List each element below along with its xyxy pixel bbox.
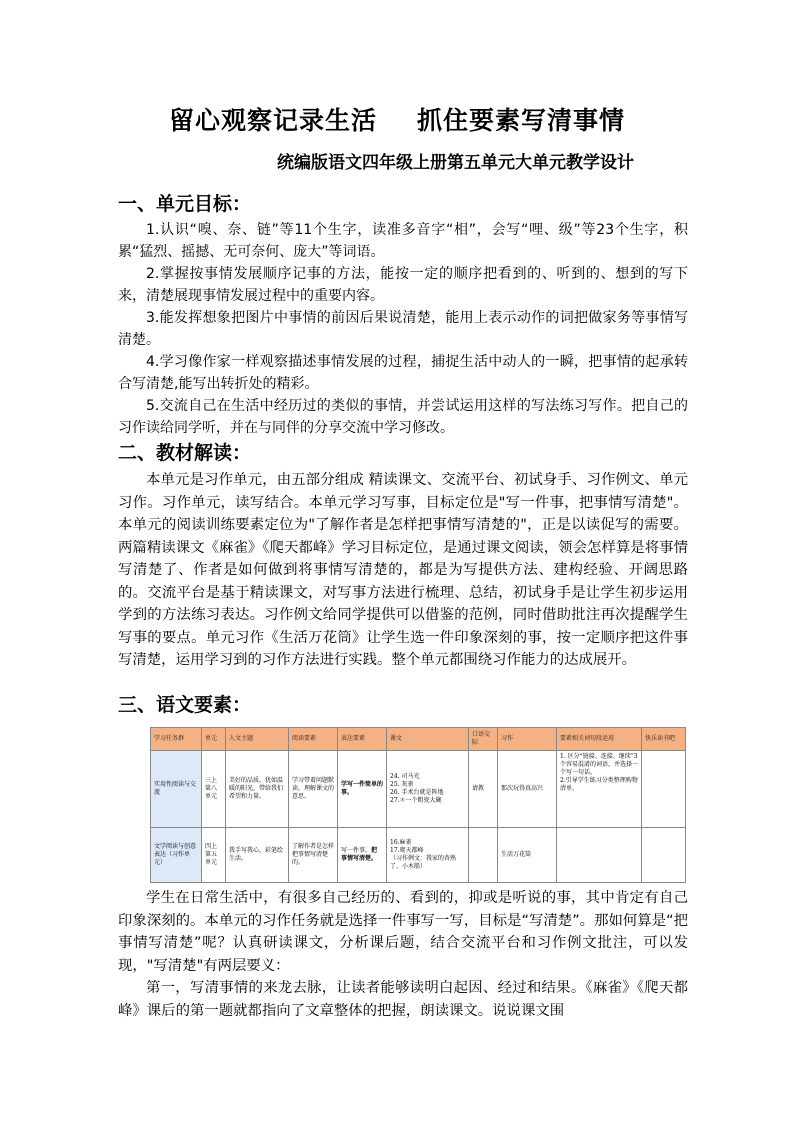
table-cell-book xyxy=(642,828,686,883)
goal-item: 5.交流自己在生活中经历过的类似的事情，并尝试运用这样的写法练习写作。把自己的习作读给同学听，并在与同伴的分享交流中学习修改。 xyxy=(118,398,688,436)
lesson-line: 26. 手术台就是阵地 xyxy=(390,789,444,796)
table-cell-task: 文学阅读与创意表达（习作单元） xyxy=(151,828,202,883)
lesson-line: （习作例文：我家的杏熟了、小木船） xyxy=(390,855,457,870)
table-header-cell: 学习任务群 xyxy=(151,728,202,751)
table-cell-theme: 美好的品质，犹如温暖的阳光，带给我们希望和力量。 xyxy=(226,751,289,828)
usage-line: 1. 区分“链接、连接、继续”3个容易混淆的词语，并选择一个写一句话。 xyxy=(560,753,639,776)
expression-bold-text: 把事情写清楚。 xyxy=(341,847,378,862)
table-header-row xyxy=(151,728,686,751)
document-subtitle: 统编版语文四年级上册第五单元大单元教学设计 xyxy=(277,153,634,173)
lesson-line: 17.爬天都峰 xyxy=(390,847,424,854)
textbook-analysis xyxy=(118,469,688,672)
goal-item: 4.学习像作家一样观察描述事情发展的过程，捕捉生活中动人的一瞬，把事情的起承转合写清楚,能写出转折处的精彩。 xyxy=(118,354,688,392)
analysis-paragraph: 第一，写清事情的来龙去脉，让读者能够读明白起因、经过和结果。《麻雀》《爬天都峰》课后的第一题就都指向了文章整体的把握，朗读课文。说说课文围 xyxy=(118,980,688,1019)
table-cell-expression xyxy=(338,828,387,883)
table-header-cell: 阅读要素 xyxy=(289,728,338,751)
table-cell-usage xyxy=(557,828,642,883)
table-cell-oral xyxy=(469,828,498,883)
table-cell-writing: 生活万花筒 xyxy=(498,828,557,883)
table-header-cell: 快乐读书吧 xyxy=(642,728,686,751)
table-cell-expression: 学写一件简单的事。 xyxy=(338,751,387,828)
table-cell-lessons xyxy=(387,751,469,828)
goal-item: 1.认识“嗅、奈、链”等11个生字，读准多音字“相”，会写“哩、级”等23个生字，积累“猛烈、摇撼、无可奈何、庞大”等词语。 xyxy=(118,222,688,260)
table-cell-book xyxy=(642,751,686,828)
unit-goals-list xyxy=(118,219,688,439)
table-header-cell: 表达要素 xyxy=(338,728,387,751)
table-header-cell: 要素相关词句段运用 xyxy=(557,728,642,751)
section-heading-elements: 三、语文要素： xyxy=(118,694,252,716)
table-cell-unit: 三上第八单元 xyxy=(202,751,226,828)
table-row xyxy=(151,751,686,828)
table-header-cell: 口语交际 xyxy=(469,728,498,751)
lesson-line: 27.＊一个粗瓷大碗 xyxy=(390,797,442,804)
section-heading-textbook: 二、教材解读： xyxy=(118,442,252,464)
lesson-line: 16.麻雀 xyxy=(390,839,412,846)
expression-text: 写一件事， xyxy=(341,847,372,854)
analysis-paragraph: 学生在日常生活中，有很多自己经历的、看到的，抑或是听说的事，其中肯定有自己印象深刻的。本单元的习作任务就是选择一件事写一写，目标是“写清楚”。那如何算是“把事情写清楚”呢？认真研读课文，分析课后题，结合交流平台和习作例文批注，可以发现，"写清楚"有两层要义： xyxy=(118,890,688,974)
language-elements-table xyxy=(150,727,686,883)
table-cell-usage xyxy=(557,751,642,828)
table-cell-theme: 我手写我心，彩笔绘生活。 xyxy=(226,828,289,883)
lesson-line: 25. 灰雀 xyxy=(390,781,414,788)
textbook-paragraph: 本单元是习作单元，由五部分组成 精读课文、交流平台、初试身手、习作例文、单元习作。习作单元，读写结合。本单元学习写事，目标定位是"写一件事，把事情写清楚"。本单元的阅读训练要素定位为"了解作者是怎样把事情写清楚的"，正是以读促写的需要。两篇精读课文《麻雀》《爬天都峰》学习目标定位，是通过课文阅读，领会怎样算是将事情写清楚了、作者是如何做到将事情写清楚的，都是为写提供方法、建构经验、开阔思路的。交流平台是基于精读课文，对写事方法进行梳理、总结，初试身手是让学生初步运用学到的方法练习表达。习作例文给同学提供可以借鉴的范例，同时借助批注再次提醒学生写事的要点。单元习作《生活万花筒》让学生选一件印象深刻的事，按一定顺序把这件事写清楚，运用学习到的习作方法进行实践。整个单元都围绕习作能力的达成展开。 xyxy=(118,472,688,668)
section-heading-goals: 一、单元目标： xyxy=(118,193,252,215)
table-cell-reading: 学习带着问题默读，理解课文的意思。 xyxy=(289,751,338,828)
title-part-2: 抓住要素写清事情 xyxy=(417,106,626,135)
table-row xyxy=(151,828,686,883)
document-title xyxy=(0,101,794,137)
table-header-cell: 单元 xyxy=(202,728,226,751)
usage-line: 2.引导学生练习分类整理购物清单。 xyxy=(560,777,638,792)
table-cell-oral: 请教 xyxy=(469,751,498,828)
table-cell-unit: 四上第五单元 xyxy=(202,828,226,883)
table-cell-writing: 那次玩得真高兴 xyxy=(498,751,557,828)
lesson-line: 24. 司马光 xyxy=(390,773,420,780)
table-cell-task: 实用性阅读与交流 xyxy=(151,751,202,828)
table-header-cell: 课文 xyxy=(387,728,469,751)
table-header-cell: 习作 xyxy=(498,728,557,751)
goal-item: 3.能发挥想象把图片中事情的前因后果说清楚，能用上表示动作的词把做家务等事情写清楚。 xyxy=(118,310,688,348)
title-part-1: 留心观察记录生活 xyxy=(168,106,377,135)
goal-item: 2.掌握按事情发展顺序记事的方法，能按一定的顺序把看到的、听到的、想到的写下来，清楚展现事情发展过程中的重要内容。 xyxy=(118,266,688,304)
table-cell-reading: 了解作者是怎样把事情写清楚的。 xyxy=(289,828,338,883)
table-header-cell: 人文主题 xyxy=(226,728,289,751)
table-cell-lessons xyxy=(387,828,469,883)
elements-analysis xyxy=(118,887,688,1022)
